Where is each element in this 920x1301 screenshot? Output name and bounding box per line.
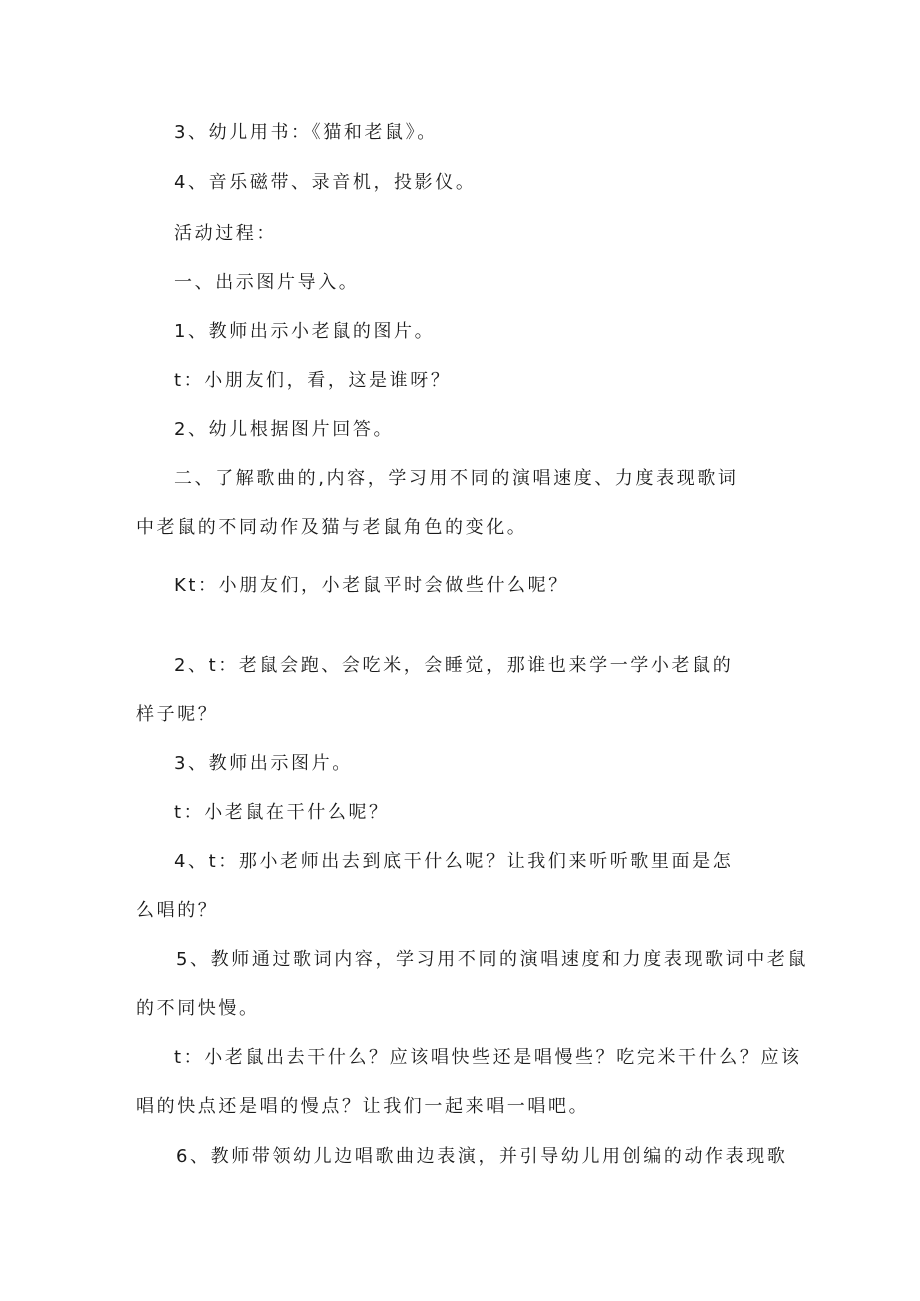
text-line: 4、音乐磁带、录音机，投影仪。	[174, 172, 477, 193]
text-line: 3、幼儿用书：《猫和老鼠》。	[174, 122, 438, 143]
text-line: t：小老鼠出去干什么？应该唱快些还是唱慢些？吃完米干什么？应该	[174, 1047, 802, 1068]
text-line: 一、出示图片导入。	[174, 272, 360, 293]
text-line: 活动过程：	[174, 223, 277, 244]
text-line: 唱的快点还是唱的慢点？让我们一起来唱一唱吧。	[136, 1096, 590, 1117]
text-line: 么唱的？	[136, 900, 219, 921]
text-line: 1、教师出示小老鼠的图片。	[174, 321, 436, 342]
text-line: 2、t：老鼠会跑、会吃米，会睡觉，那谁也来学一学小老鼠的	[174, 655, 734, 676]
text-line: 二、了解歌曲的,内容，学习用不同的演唱速度、力度表现歌词	[174, 468, 739, 489]
text-line: 3、教师出示图片。	[174, 753, 353, 774]
text-line: t：小朋友们，看，这是谁呀？	[174, 370, 452, 391]
text-line: t：小老鼠在干什么呢？	[174, 802, 390, 823]
text-line: 5、教师通过歌词内容，学习用不同的演唱速度和力度表现歌词中老鼠	[176, 949, 809, 970]
text-line: 中老鼠的不同动作及猫与老鼠角色的变化。	[136, 517, 528, 538]
text-line: 2、幼儿根据图片回答。	[174, 419, 395, 440]
text-line: Kt：小朋友们，小老鼠平时会做些什么呢？	[174, 575, 569, 596]
text-line: 样子呢？	[136, 704, 219, 725]
text-line: 4、t：那小老师出去到底干什么呢？让我们来听听歌里面是怎	[174, 851, 734, 872]
text-line: 6、教师带领幼儿边唱歌曲边表演，并引导幼儿用创编的动作表现歌	[176, 1146, 788, 1167]
text-line: 的不同快慢。	[136, 998, 260, 1019]
